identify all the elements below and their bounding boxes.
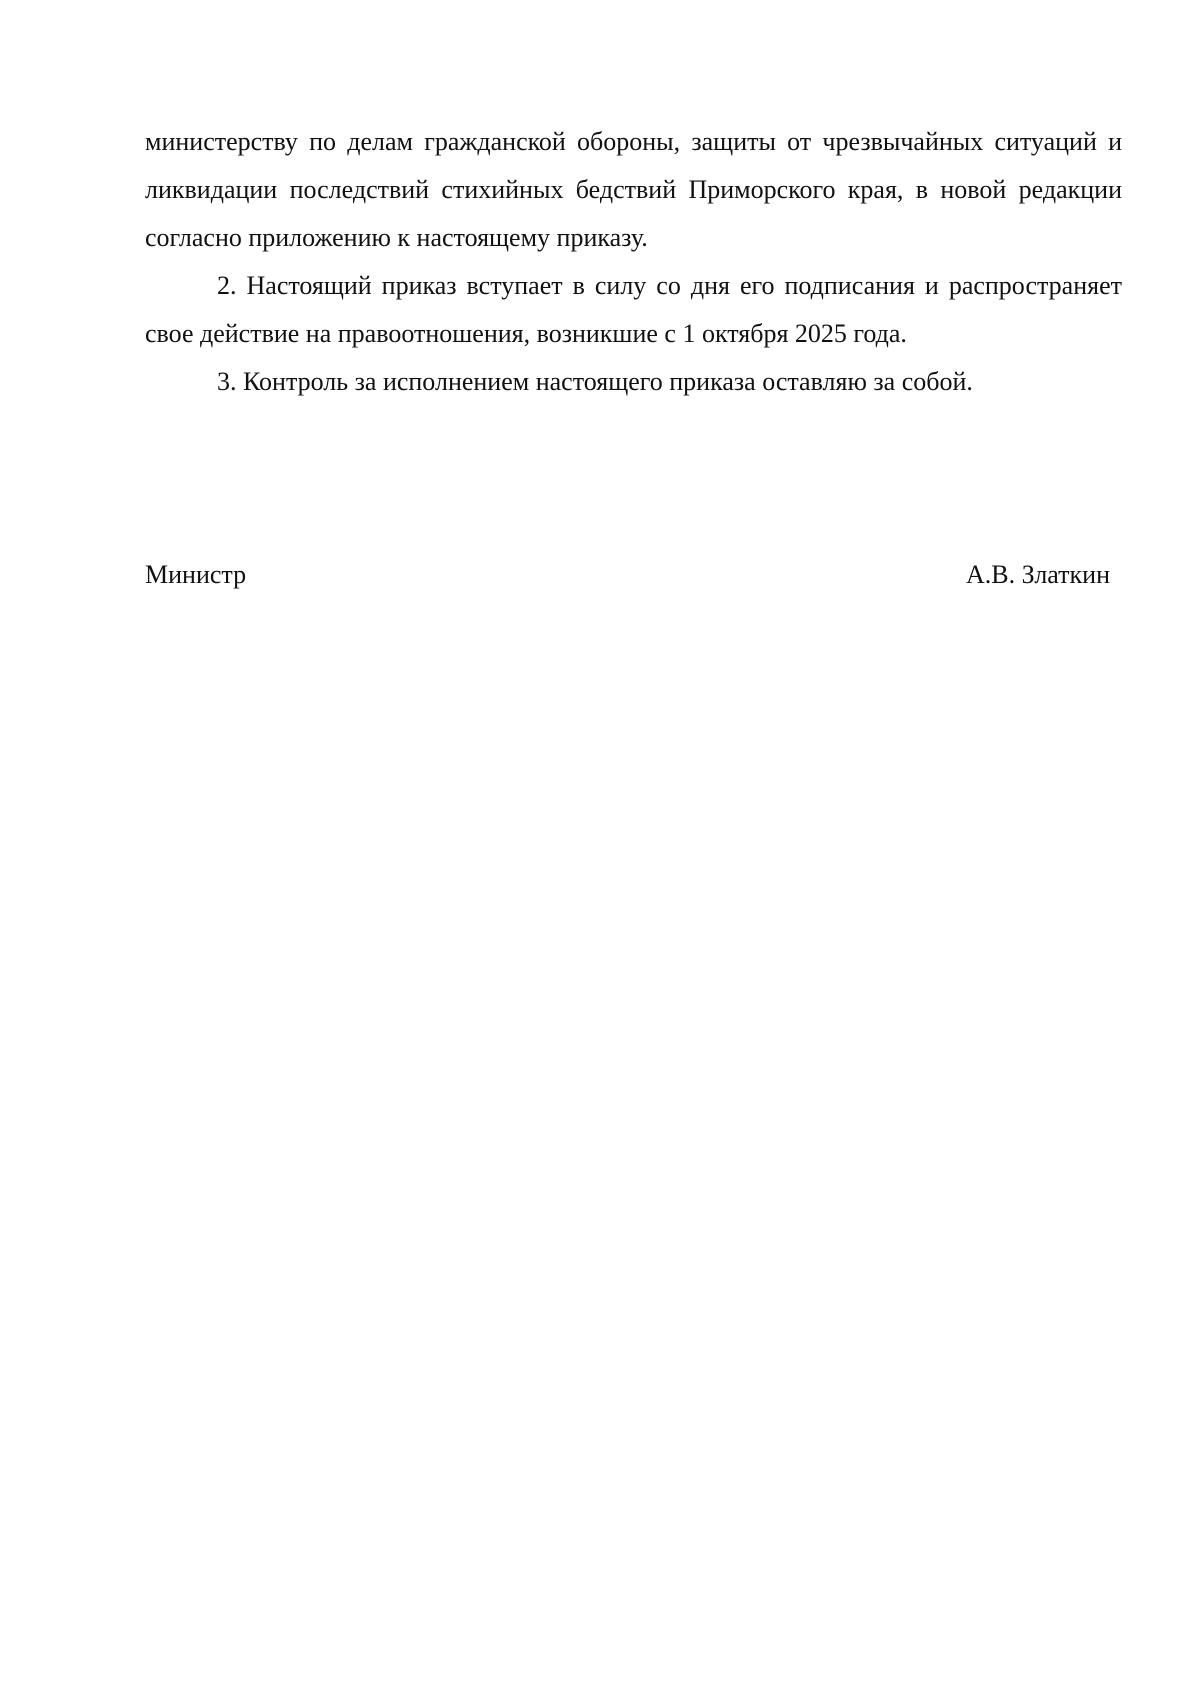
signature-block (145, 551, 1110, 599)
paragraph-item-3: 3. Контроль за исполнением настоящего приказа оставляю за собой. (217, 367, 973, 396)
document-body (145, 118, 1122, 406)
paragraph-item-2: 2. Настоящий приказ вступает в силу со дня его подписания и распространяет свое действие на правоотношения, возникшие с 1 октября 2025 года. (145, 271, 1122, 348)
signatory-name: А.В. Златкин (966, 560, 1110, 589)
paragraph-continuation: министерству по делам гражданской обороны, защиты от чрезвычайных ситуаций и ликвидации последствий стихийных бедствий Приморского края, в новой редакции согласно приложению к настоящему приказу. (145, 127, 1122, 252)
signatory-position: Министр (145, 560, 247, 589)
